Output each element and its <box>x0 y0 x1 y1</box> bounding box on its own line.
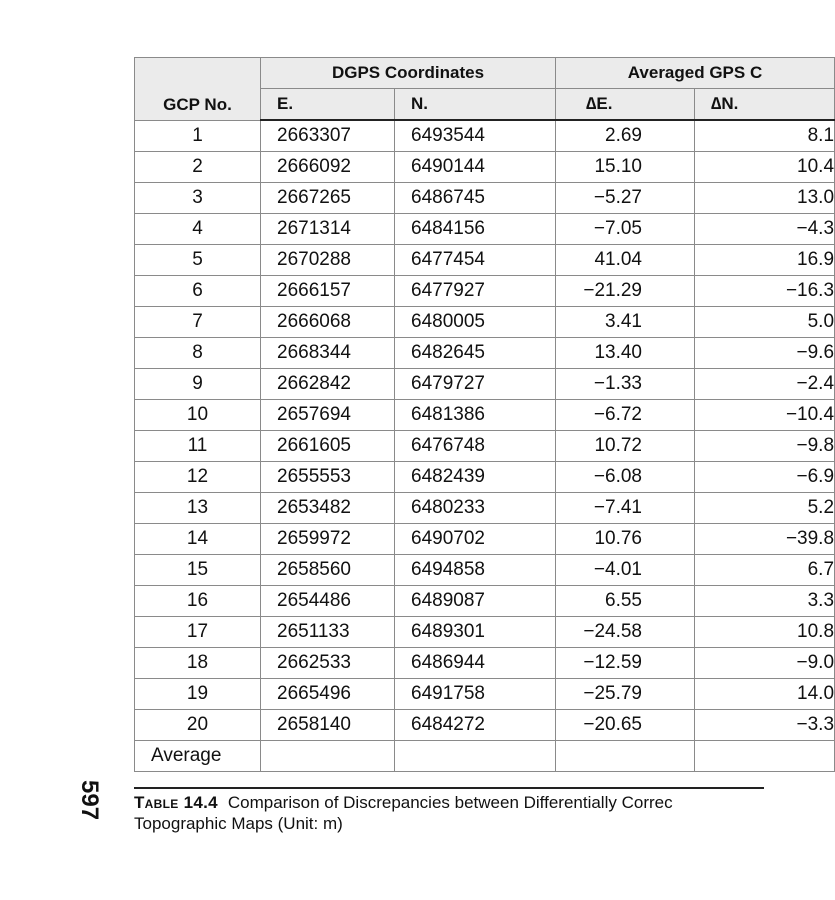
cell-n: 6477927 <box>395 276 556 307</box>
table-row <box>135 493 835 524</box>
cell-dn: −6.9 <box>695 462 835 493</box>
cell-e: 2662842 <box>261 369 395 400</box>
cell-e: 2654486 <box>261 586 395 617</box>
cell-de: 41.04 <box>556 245 695 276</box>
cell-de: 15.10 <box>556 152 695 183</box>
cell-gcp: 18 <box>135 648 261 679</box>
cell-gcp: 19 <box>135 679 261 710</box>
cell-de: −25.79 <box>556 679 695 710</box>
cell-n: 6481386 <box>395 400 556 431</box>
cell-n: 6482439 <box>395 462 556 493</box>
header-delta-e: ∆E. <box>556 89 695 121</box>
cell-de: 6.55 <box>556 586 695 617</box>
cell-de: 2.69 <box>556 120 695 152</box>
cell-de: −21.29 <box>556 276 695 307</box>
header-gcp-no: GCP No. <box>135 58 261 121</box>
cell-gcp: 4 <box>135 214 261 245</box>
header-dgps-e: E. <box>261 89 395 121</box>
cell-dn: −39.8 <box>695 524 835 555</box>
table-row <box>135 120 835 152</box>
table-row <box>135 462 835 493</box>
average-cell-de <box>556 741 695 772</box>
table-row <box>135 679 835 710</box>
cell-dn: −9.0 <box>695 648 835 679</box>
cell-n: 6480233 <box>395 493 556 524</box>
cell-de: 13.40 <box>556 338 695 369</box>
cell-e: 2658140 <box>261 710 395 741</box>
header-group-row <box>135 58 835 89</box>
cell-de: −6.72 <box>556 400 695 431</box>
cell-gcp: 13 <box>135 493 261 524</box>
header-averaged-gps: Averaged GPS C <box>556 58 835 89</box>
cell-dn: −4.3 <box>695 214 835 245</box>
table-row <box>135 555 835 586</box>
cell-dn: −16.3 <box>695 276 835 307</box>
cell-n: 6486944 <box>395 648 556 679</box>
cell-n: 6484272 <box>395 710 556 741</box>
header-dgps-coordinates: DGPS Coordinates <box>261 58 556 89</box>
table-row <box>135 369 835 400</box>
cell-de: −7.41 <box>556 493 695 524</box>
cell-n: 6480005 <box>395 307 556 338</box>
cell-de: 10.76 <box>556 524 695 555</box>
table-row <box>135 245 835 276</box>
cell-n: 6479727 <box>395 369 556 400</box>
cell-dn: 5.2 <box>695 493 835 524</box>
cell-n: 6476748 <box>395 431 556 462</box>
cell-de: −24.58 <box>556 617 695 648</box>
cell-dn: 8.1 <box>695 120 835 152</box>
caption-rule <box>134 787 764 789</box>
cell-dn: 5.0 <box>695 307 835 338</box>
cell-e: 2663307 <box>261 120 395 152</box>
cell-dn: −2.4 <box>695 369 835 400</box>
cell-e: 2668344 <box>261 338 395 369</box>
table-row <box>135 338 835 369</box>
cell-e: 2666068 <box>261 307 395 338</box>
cell-gcp: 16 <box>135 586 261 617</box>
table-body <box>135 120 835 772</box>
cell-n: 6477454 <box>395 245 556 276</box>
cell-dn: 16.9 <box>695 245 835 276</box>
cell-de: −12.59 <box>556 648 695 679</box>
cell-de: −1.33 <box>556 369 695 400</box>
cell-e: 2655553 <box>261 462 395 493</box>
table-row <box>135 648 835 679</box>
cell-gcp: 11 <box>135 431 261 462</box>
cell-dn: 14.0 <box>695 679 835 710</box>
cell-dn: 3.3 <box>695 586 835 617</box>
table-row <box>135 524 835 555</box>
average-label: Average <box>135 741 261 772</box>
cell-de: −7.05 <box>556 214 695 245</box>
average-cell-n <box>395 741 556 772</box>
discrepancy-table <box>134 57 835 772</box>
cell-n: 6482645 <box>395 338 556 369</box>
cell-e: 2665496 <box>261 679 395 710</box>
caption-text-line1: Comparison of Discrepancies between Differentially Correc <box>227 793 673 812</box>
average-cell-dn <box>695 741 835 772</box>
cell-gcp: 9 <box>135 369 261 400</box>
cell-e: 2666157 <box>261 276 395 307</box>
header-dgps-n: N. <box>395 89 556 121</box>
table-row <box>135 307 835 338</box>
cell-n: 6491758 <box>395 679 556 710</box>
cell-gcp: 14 <box>135 524 261 555</box>
average-row <box>135 741 835 772</box>
table-row <box>135 586 835 617</box>
cell-gcp: 3 <box>135 183 261 214</box>
cell-n: 6484156 <box>395 214 556 245</box>
caption-text-line2: Topographic Maps (Unit: m) <box>134 814 343 833</box>
cell-gcp: 8 <box>135 338 261 369</box>
cell-de: −20.65 <box>556 710 695 741</box>
cell-n: 6490144 <box>395 152 556 183</box>
table-row <box>135 400 835 431</box>
cell-n: 6486745 <box>395 183 556 214</box>
cell-dn: −3.3 <box>695 710 835 741</box>
cell-gcp: 6 <box>135 276 261 307</box>
cell-n: 6493544 <box>395 120 556 152</box>
table-row <box>135 183 835 214</box>
table-row <box>135 710 835 741</box>
cell-gcp: 10 <box>135 400 261 431</box>
average-cell-e <box>261 741 395 772</box>
cell-n: 6494858 <box>395 555 556 586</box>
table-row <box>135 617 835 648</box>
cell-dn: −10.4 <box>695 400 835 431</box>
cell-de: −5.27 <box>556 183 695 214</box>
cell-gcp: 15 <box>135 555 261 586</box>
cell-dn: 6.7 <box>695 555 835 586</box>
table-row <box>135 152 835 183</box>
cell-dn: −9.6 <box>695 338 835 369</box>
cell-n: 6489301 <box>395 617 556 648</box>
cell-de: −4.01 <box>556 555 695 586</box>
cell-de: −6.08 <box>556 462 695 493</box>
page-number: 597 <box>76 780 103 821</box>
cell-gcp: 7 <box>135 307 261 338</box>
cell-e: 2659972 <box>261 524 395 555</box>
cell-e: 2671314 <box>261 214 395 245</box>
cell-dn: −9.8 <box>695 431 835 462</box>
caption-label: Table 14.4 <box>134 793 218 812</box>
table-row <box>135 214 835 245</box>
cell-e: 2653482 <box>261 493 395 524</box>
table-container <box>134 57 835 772</box>
table-caption <box>134 792 764 834</box>
cell-e: 2661605 <box>261 431 395 462</box>
cell-gcp: 20 <box>135 710 261 741</box>
cell-dn: 10.4 <box>695 152 835 183</box>
cell-e: 2651133 <box>261 617 395 648</box>
cell-e: 2667265 <box>261 183 395 214</box>
cell-dn: 10.8 <box>695 617 835 648</box>
cell-e: 2658560 <box>261 555 395 586</box>
cell-gcp: 1 <box>135 120 261 152</box>
cell-n: 6489087 <box>395 586 556 617</box>
cell-e: 2670288 <box>261 245 395 276</box>
cell-n: 6490702 <box>395 524 556 555</box>
cell-gcp: 5 <box>135 245 261 276</box>
cell-e: 2662533 <box>261 648 395 679</box>
cell-gcp: 12 <box>135 462 261 493</box>
cell-de: 3.41 <box>556 307 695 338</box>
cell-e: 2657694 <box>261 400 395 431</box>
cell-gcp: 2 <box>135 152 261 183</box>
table-row <box>135 276 835 307</box>
cell-e: 2666092 <box>261 152 395 183</box>
cell-gcp: 17 <box>135 617 261 648</box>
header-delta-n: ∆N. <box>695 89 835 121</box>
table-row <box>135 431 835 462</box>
table-header <box>135 58 835 121</box>
cell-dn: 13.0 <box>695 183 835 214</box>
cell-de: 10.72 <box>556 431 695 462</box>
